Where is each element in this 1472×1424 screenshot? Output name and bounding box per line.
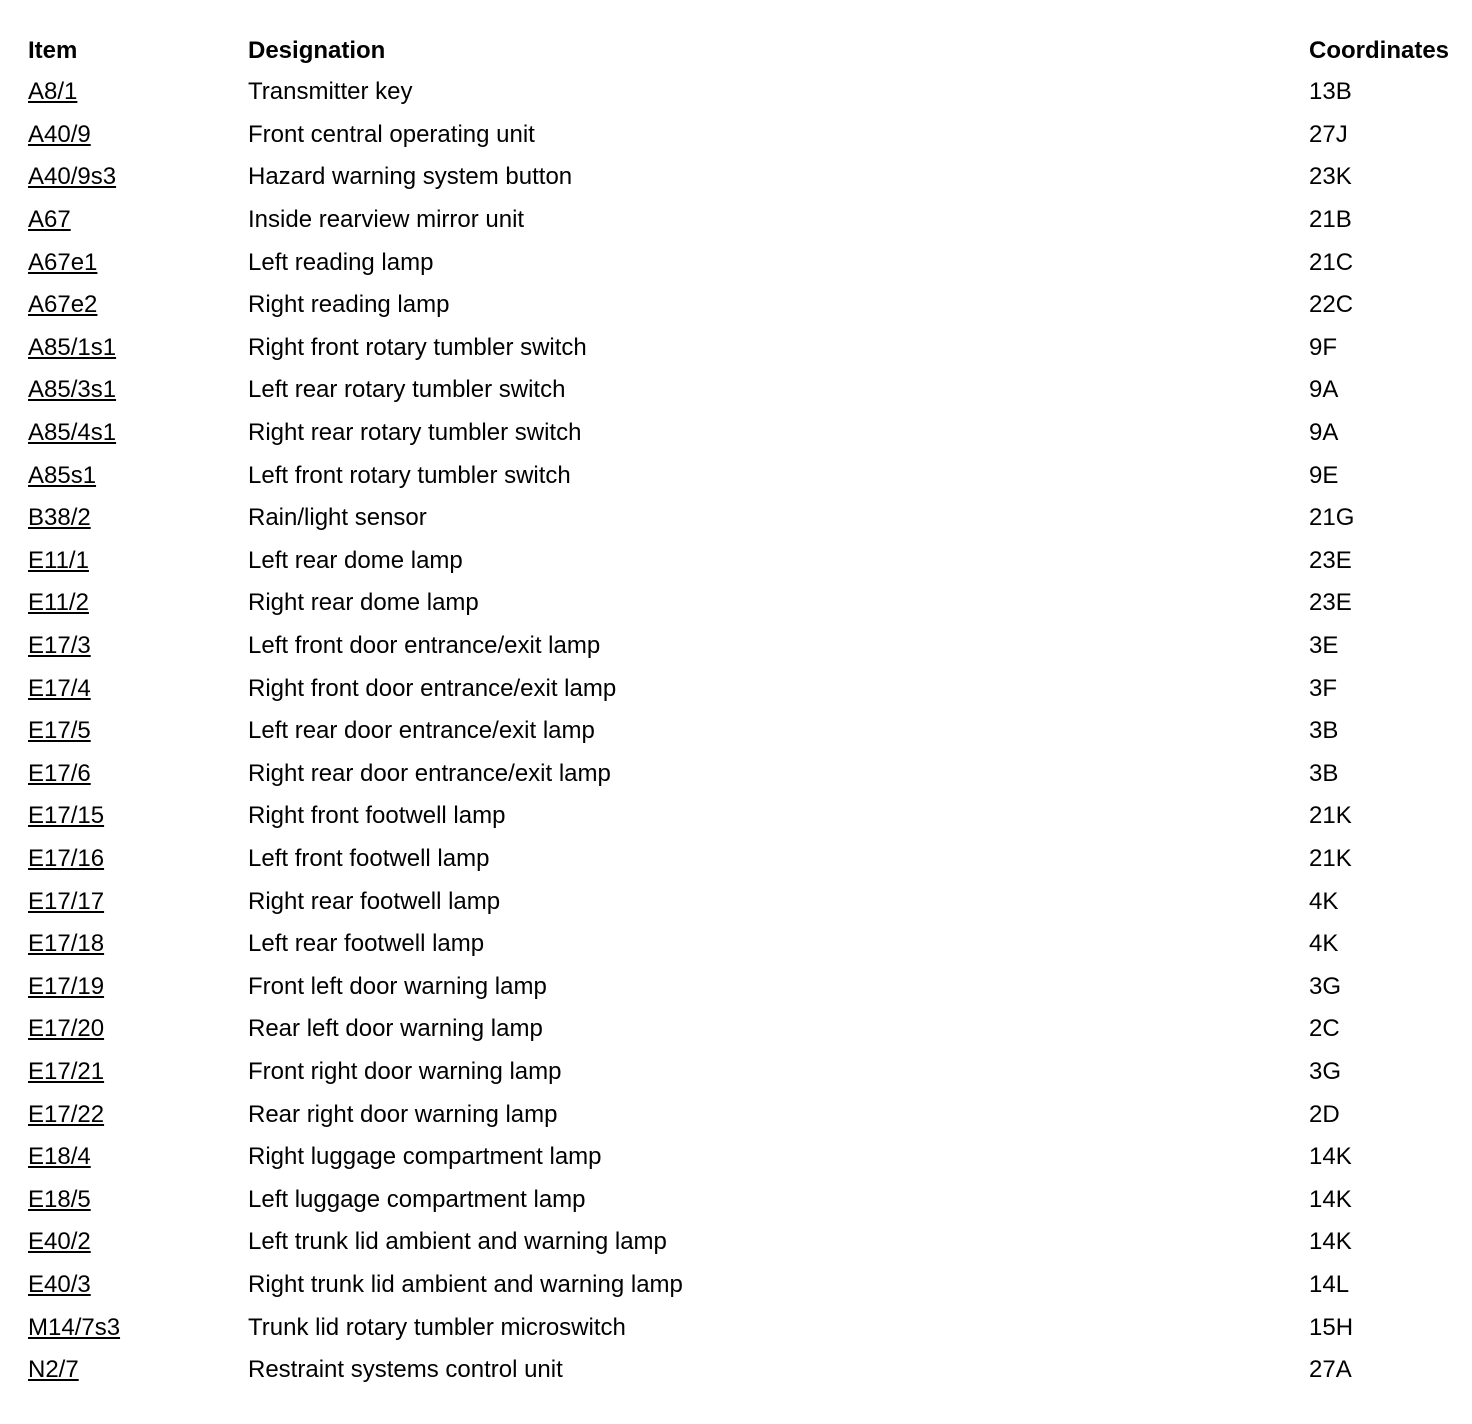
item-link[interactable]: A67 — [28, 206, 71, 234]
item-cell — [28, 1057, 248, 1085]
designation-cell: Left front footwell lamp — [248, 844, 490, 872]
table-row — [28, 838, 1468, 881]
table-row — [28, 1349, 1468, 1392]
designation-cell: Left rear footwell lamp — [248, 930, 485, 958]
coordinates-cell: 23E — [1309, 546, 1352, 574]
item-cell — [28, 293, 248, 317]
table-row — [28, 199, 1468, 242]
table-row — [28, 241, 1468, 284]
table-row — [28, 795, 1468, 838]
table-row — [28, 156, 1468, 199]
item-cell — [28, 120, 248, 148]
item-link[interactable]: E17/16 — [28, 844, 105, 872]
table-row — [28, 1051, 1468, 1094]
coordinates-cell: 4K — [1309, 887, 1339, 915]
coordinates-cell: 14K — [1309, 1185, 1352, 1213]
item-cell — [28, 972, 248, 1000]
designation-cell: Front right door warning lamp — [248, 1057, 562, 1085]
table-row — [28, 1221, 1468, 1264]
designation-cell: Right trunk lid ambient and warning lamp — [248, 1270, 683, 1298]
designation-cell: Left front door entrance/exit lamp — [248, 632, 601, 660]
coordinates-cell: 27J — [1309, 120, 1348, 148]
table-body — [28, 71, 1468, 1391]
item-cell — [28, 421, 248, 445]
item-cell — [28, 804, 248, 828]
item-link[interactable]: E17/3 — [28, 632, 91, 660]
table-row — [28, 540, 1468, 583]
table-header — [28, 31, 1468, 71]
designation-cell: Trunk lid rotary tumbler microswitch — [248, 1313, 626, 1341]
designation-cell: Left rear dome lamp — [248, 546, 463, 574]
item-cell — [28, 844, 248, 872]
table-row — [28, 625, 1468, 668]
designation-cell: Rear right door warning lamp — [248, 1100, 558, 1128]
designation-cell: Right rear door entrance/exit lamp — [248, 759, 611, 787]
item-link[interactable]: E18/4 — [28, 1143, 91, 1171]
item-link[interactable]: E40/2 — [28, 1228, 91, 1256]
table-row — [28, 497, 1468, 540]
designation-cell: Inside rearview mirror unit — [248, 206, 525, 234]
coordinates-cell: 2D — [1309, 1100, 1340, 1128]
coordinates-cell: 27A — [1309, 1356, 1352, 1384]
table-row — [28, 582, 1468, 625]
header-designation: Designation — [248, 37, 386, 64]
designation-cell: Left luggage compartment lamp — [248, 1185, 586, 1213]
coordinates-cell: 14K — [1309, 1228, 1352, 1256]
item-cell — [28, 674, 248, 702]
designation-cell: Left rear rotary tumbler switch — [248, 376, 566, 404]
coordinates-cell: 3F — [1309, 674, 1338, 702]
item-link[interactable]: A67e2 — [28, 291, 98, 319]
designation-cell: Restraint systems control unit — [248, 1356, 563, 1384]
designation-cell: Right reading lamp — [248, 291, 450, 319]
item-cell — [28, 165, 248, 189]
item-link[interactable]: E17/21 — [28, 1057, 105, 1085]
item-cell — [28, 80, 248, 104]
table-row — [28, 369, 1468, 412]
item-link[interactable]: A85/1s1 — [28, 333, 117, 361]
item-link[interactable]: E11/1 — [28, 546, 89, 574]
designation-cell: Right luggage compartment lamp — [248, 1143, 602, 1171]
coordinates-cell: 3G — [1309, 1057, 1342, 1085]
item-cell — [28, 1313, 248, 1341]
item-link[interactable]: A85s1 — [28, 461, 97, 489]
item-link[interactable]: A40/9s3 — [28, 163, 117, 191]
table-row — [28, 1264, 1468, 1307]
designation-cell: Front central operating unit — [248, 120, 535, 148]
item-cell — [28, 591, 248, 615]
table-row — [28, 667, 1468, 710]
coordinates-cell: 14L — [1309, 1270, 1350, 1298]
item-link[interactable]: E17/18 — [28, 930, 105, 958]
item-cell — [28, 546, 248, 574]
item-link[interactable]: E18/5 — [28, 1185, 91, 1213]
item-link[interactable]: E17/15 — [28, 802, 105, 830]
table-row — [28, 412, 1468, 455]
designation-cell: Left front rotary tumbler switch — [248, 461, 571, 489]
table-row — [28, 1136, 1468, 1179]
coordinates-cell: 14K — [1309, 1143, 1352, 1171]
coordinates-cell: 21K — [1309, 802, 1352, 830]
coordinates-cell: 21B — [1309, 206, 1352, 234]
table-row — [28, 1093, 1468, 1136]
table-row — [28, 1178, 1468, 1221]
coordinates-cell: 2C — [1309, 1015, 1340, 1043]
item-link[interactable]: E17/19 — [28, 972, 105, 1000]
item-link[interactable]: A85/4s1 — [28, 419, 117, 447]
coordinates-cell: 21C — [1309, 248, 1354, 276]
item-link[interactable]: E17/5 — [28, 717, 91, 745]
item-link[interactable]: E17/6 — [28, 759, 91, 787]
item-cell — [28, 1270, 248, 1298]
item-cell — [28, 506, 248, 530]
coordinates-cell: 3B — [1309, 717, 1339, 745]
coordinates-cell: 3B — [1309, 759, 1339, 787]
header-coordinates: Coordinates — [1309, 37, 1450, 64]
component-legend-table — [28, 31, 1468, 1391]
item-cell — [28, 1230, 248, 1254]
designation-cell: Hazard warning system button — [248, 163, 573, 191]
table-row — [28, 1008, 1468, 1051]
designation-cell: Right front door entrance/exit lamp — [248, 674, 617, 702]
table-row — [28, 880, 1468, 923]
item-cell — [28, 1017, 248, 1041]
item-link[interactable]: E17/17 — [28, 887, 105, 915]
coordinates-cell: 9A — [1309, 376, 1339, 404]
header-item: Item — [28, 37, 78, 64]
item-link[interactable]: A85/3s1 — [28, 376, 117, 404]
item-link[interactable]: M14/7s3 — [28, 1313, 121, 1341]
item-link[interactable]: N2/7 — [28, 1356, 79, 1384]
coordinates-cell: 23E — [1309, 589, 1352, 617]
coordinates-cell: 22C — [1309, 291, 1354, 319]
designation-cell: Right rear footwell lamp — [248, 887, 501, 915]
item-link[interactable]: E40/3 — [28, 1270, 91, 1298]
item-cell — [28, 333, 248, 361]
coordinates-cell: 13B — [1309, 78, 1352, 106]
coordinates-cell: 9E — [1309, 461, 1339, 489]
table-row — [28, 923, 1468, 966]
designation-cell: Rain/light sensor — [248, 504, 427, 532]
item-link[interactable]: E11/2 — [28, 589, 89, 617]
item-link[interactable]: B38/2 — [28, 504, 91, 532]
designation-cell: Right front rotary tumbler switch — [248, 333, 587, 361]
item-link[interactable]: E17/20 — [28, 1015, 105, 1043]
coordinates-cell: 15H — [1309, 1313, 1354, 1341]
designation-cell: Rear left door warning lamp — [248, 1015, 543, 1043]
coordinates-cell: 23K — [1309, 163, 1352, 191]
table-row — [28, 710, 1468, 753]
item-cell — [28, 932, 248, 956]
item-link[interactable]: A40/9 — [28, 120, 91, 148]
coordinates-cell: 9F — [1309, 333, 1338, 361]
designation-cell: Right rear dome lamp — [248, 589, 479, 617]
designation-cell: Left reading lamp — [248, 248, 434, 276]
item-link[interactable]: A67e1 — [28, 248, 98, 276]
item-cell — [28, 1358, 248, 1382]
designation-cell: Left trunk lid ambient and warning lamp — [248, 1228, 667, 1256]
item-cell — [28, 719, 248, 743]
table-row — [28, 454, 1468, 497]
designation-cell: Transmitter key — [248, 78, 413, 106]
item-cell — [28, 1100, 248, 1128]
table-row — [28, 965, 1468, 1008]
designation-cell: Front left door warning lamp — [248, 972, 547, 1000]
table-row — [28, 71, 1468, 114]
item-cell — [28, 1145, 248, 1169]
item-cell — [28, 887, 248, 915]
coordinates-cell: 3E — [1309, 632, 1339, 660]
item-cell — [28, 248, 248, 276]
item-link[interactable]: E17/22 — [28, 1100, 105, 1128]
item-cell — [28, 1185, 248, 1213]
table-row — [28, 284, 1468, 327]
table-row — [28, 114, 1468, 157]
coordinates-cell: 3G — [1309, 972, 1342, 1000]
designation-cell: Right front footwell lamp — [248, 802, 506, 830]
table-row — [28, 327, 1468, 370]
table-row — [28, 753, 1468, 796]
coordinates-cell: 9A — [1309, 419, 1339, 447]
coordinates-cell: 21G — [1309, 504, 1355, 532]
item-cell — [28, 378, 248, 402]
designation-cell: Left rear door entrance/exit lamp — [248, 717, 595, 745]
item-link[interactable]: A8/1 — [28, 78, 78, 106]
item-cell — [28, 461, 248, 489]
item-link[interactable]: E17/4 — [28, 674, 91, 702]
designation-cell: Right rear rotary tumbler switch — [248, 419, 582, 447]
item-cell — [28, 759, 248, 787]
item-cell — [28, 208, 248, 232]
table-row — [28, 1306, 1468, 1349]
coordinates-cell: 4K — [1309, 930, 1339, 958]
item-cell — [28, 634, 248, 658]
coordinates-cell: 21K — [1309, 844, 1352, 872]
